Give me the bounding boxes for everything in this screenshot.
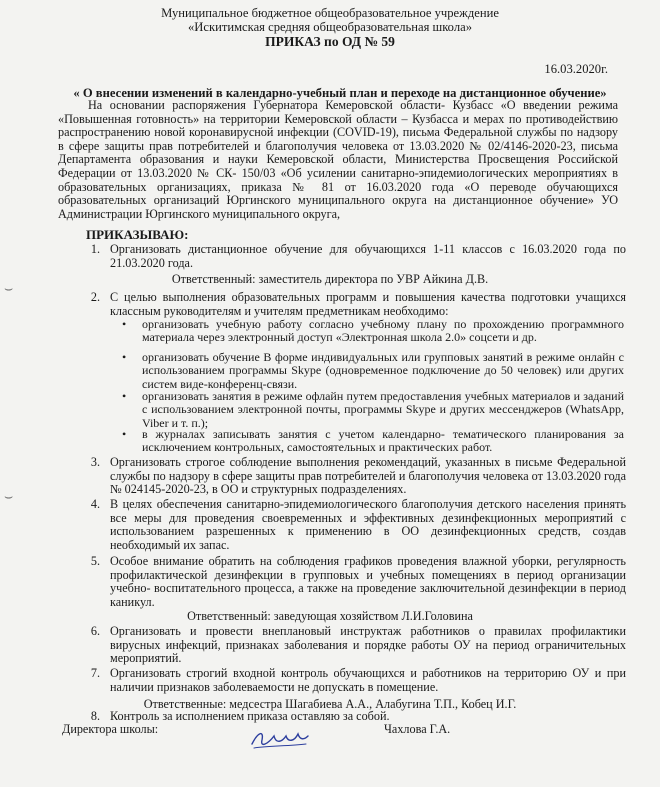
item-number: 1. bbox=[90, 242, 100, 256]
bullet-icon: • bbox=[122, 317, 127, 331]
order-item bbox=[70, 625, 626, 666]
item-number: 4. bbox=[90, 497, 100, 511]
order-item bbox=[70, 291, 626, 318]
item-text: В целях обеспечения санитарно-эпидемиологического благополучия детского населения принять все меры для проведения своевременных и эффективных дезинфекционных мероприятий с использованием разрешенных к применению в ОО дезинфекционных средств, создав необходимый их запас. bbox=[110, 497, 626, 552]
scan-mark: ⌣ bbox=[4, 282, 14, 297]
item-text: Особое внимание обратить на соблюдения графиков проведения влажной уборки, регулярность профилактической дезинфекции в групповых и учебных помещениях в период организации учебно- воспитательного процесса, а также на проведение заключительной дезинфекции в период каникул. bbox=[110, 554, 626, 609]
org-name-line-2: «Искитимская средняя общеобразовательная школа» bbox=[188, 20, 472, 34]
item-text: Организовать и провести внеплановый инструктаж работников о правилах профилактики вирусных инфекций, признаках заболевания и порядке работы ОУ на период ограничительных мероприятий. bbox=[110, 624, 626, 666]
responsible-line: Ответственные: медсестра Шагабиева А.А., Алабугина Т.П., Кобец И.Г. bbox=[143, 697, 517, 711]
signatory-name: Чахлова Г.А. bbox=[384, 722, 451, 736]
order-date: 16.03.2020г. bbox=[544, 62, 608, 76]
responsible-line: Ответственный: заместитель директора по УВР Айкина Д.В. bbox=[171, 272, 489, 286]
orders-heading: ПРИКАЗЫВАЮ: bbox=[86, 227, 189, 242]
bullet-item bbox=[122, 318, 624, 345]
item-text: С целью выполнения образовательных программ и повышения качества подготовки учащихся классным руководителям и учителям предметникам необходимо: bbox=[110, 290, 626, 318]
bullet-text: в журналах записывать занятия с учетом календарно- тематического планирования за исключением контрольных, самостоятельных и практических работ. bbox=[142, 427, 624, 455]
responsible-line: Ответственный: заведующая хозяйством Л.И.Головина bbox=[187, 609, 473, 623]
item-text: Организовать строгий входной контроль обучающихся и работников на территорию ОУ и при наличии признаков заболеваемости не допускать в помещение. bbox=[110, 666, 626, 694]
order-title: ПРИКАЗ по ОД № 59 bbox=[265, 34, 395, 49]
bullet-icon: • bbox=[122, 427, 127, 441]
org-name-line-1: Муниципальное бюджетное общеобразовательное учреждение bbox=[161, 6, 499, 20]
bullet-icon: • bbox=[122, 350, 127, 364]
item-number: 2. bbox=[90, 290, 100, 304]
item-number: 7. bbox=[90, 666, 100, 680]
item-number: 8. bbox=[90, 709, 100, 723]
bullet-item bbox=[122, 351, 624, 391]
item-number: 3. bbox=[90, 455, 100, 469]
order-item bbox=[70, 498, 626, 552]
order-item bbox=[70, 243, 626, 270]
order-subject: « О внесении изменений в календарно-учебный план и переходе на дистанционное обучение» bbox=[73, 86, 607, 100]
preamble-paragraph: На основании распоряжения Губернатора Кемеровской области- Кузбасс «О введении режима «Повышенная готовность» на территории Кемеровской области – Кузбасса и мерах по противодействию распространению новой коронавирусной инфекции (COVID-19), письма Федеральной службы по надзору в сфере защиты прав потребителей и благополучия человека от 13.03.2020 № 02/4146-2020-23, письма Департамента образования и науки Кемеровской области, Министерства Просвещения Российской Федерации от 13.03.2020 № СК- 150/03 «Об усилении санитарно-эпидемиологических мероприятиях в образовательных организациях, приказа № 81 от 16.03.2020 года «О переводе обучающихся образовательных организаций Юргинского муниципального округа на дистанционное обучение» УО Администрации Юргинского муниципального округа, bbox=[58, 98, 618, 221]
item-text: Контроль за исполнением приказа оставляю за собой. bbox=[110, 709, 390, 723]
handwritten-signature bbox=[248, 724, 312, 754]
bullet-icon: • bbox=[122, 389, 127, 403]
order-item bbox=[70, 456, 626, 497]
bullet-text: организовать учебную работу согласно учебному плану по прохождению программного материала через электронный доступ «Электронная школа 2.0» соцсети и др. bbox=[142, 317, 624, 345]
order-item bbox=[70, 555, 626, 609]
item-text: Организовать строгое соблюдение выполнения рекомендаций, указанных в письме Федеральной службы по надзору в сфере защиты прав потребителей и благополучия человека от 13.03.2020 года № 024145-2020-23, в ОО и структурных подразделениях. bbox=[110, 455, 626, 497]
item-number: 6. bbox=[90, 624, 100, 638]
order-item bbox=[70, 667, 626, 694]
scan-mark: ⌣ bbox=[4, 490, 14, 505]
bullet-item bbox=[122, 390, 624, 430]
item-text: Организовать дистанционное обучение для обучающихся 1-11 классов с 16.03.2020 года по 21.03.2020 года. bbox=[110, 242, 626, 270]
item-number: 5. bbox=[90, 554, 100, 568]
bullet-text: организовать занятия в режиме офлайн путем предоставления учебных материалов и заданий с использованием электронной почты, программы Skype и других мессенджеров (WhatsApp, Viber и т. п.); bbox=[142, 389, 624, 430]
bullet-text: организовать обучение В форме индивидуальных или групповых занятий в режиме онлайн с использованием программы Skype (одновременное подключение до 50 человек) или других систем виде-конференц-связи. bbox=[142, 350, 624, 391]
signature-role: Директора школы: bbox=[62, 722, 159, 736]
bullet-item bbox=[122, 428, 624, 455]
